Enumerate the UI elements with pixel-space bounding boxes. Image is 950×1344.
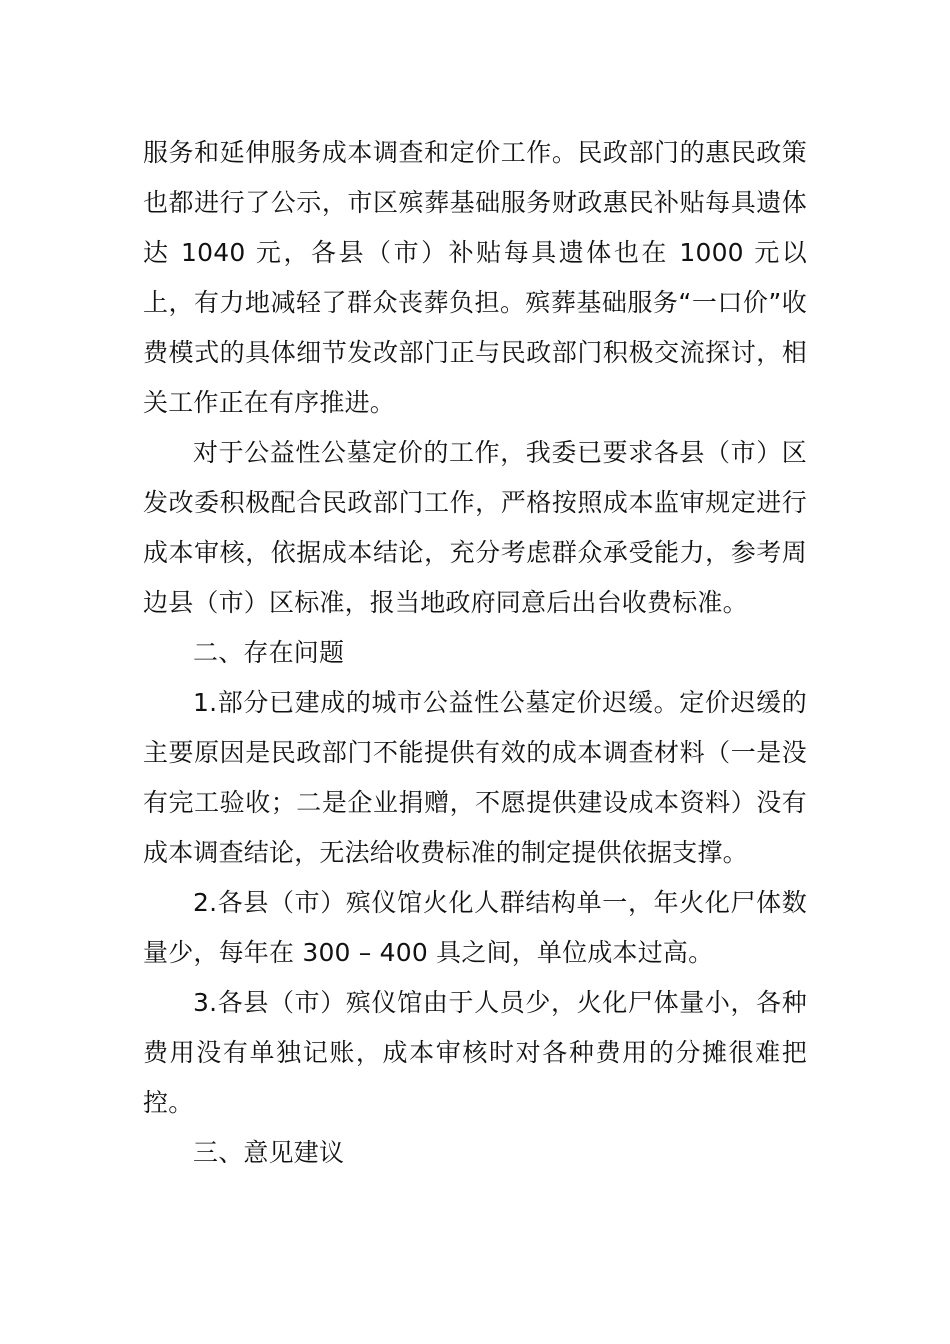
paragraph-problem-2: 2.各县（市）殡仪馆火化人群结构单一，年火化尸体数量少，每年在 300 – 400 具之间，单位成本过高。 (143, 888, 807, 967)
paragraph-problem-1: 1.部分已建成的城市公益性公墓定价迟缓。定价迟缓的主要原因是民政部门不能提供有效的成本调查材料（一是没有完工验收；二是企业捐赠，不愿提供建设成本资料）没有成本调查结论，无法给收费标准的制定提供依据支撑。 (143, 688, 807, 867)
section-heading-problems: 二、存在问题 (193, 638, 345, 667)
section-heading-suggestions: 三、意见建议 (193, 1138, 345, 1167)
paragraph-problem-3: 3.各县（市）殡仪馆由于人员少，火化尸体量小，各种费用没有单独记账，成本审核时对各种费用的分摊很难把控。 (143, 988, 807, 1117)
document-body (143, 128, 807, 1178)
paragraph-cemetery-pricing: 对于公益性公墓定价的工作，我委已要求各县（市）区发改委积极配合民政部门工作，严格按照成本监审规定进行成本审核，依据成本结论，充分考虑群众承受能力，参考周边县（市）区标准，报当地政府同意后出台收费标准。 (143, 438, 807, 617)
paragraph-intro-continuation: 服务和延伸服务成本调查和定价工作。民政部门的惠民政策也都进行了公示，市区殡葬基础服务财政惠民补贴每具遗体达 1040 元，各县（市）补贴每具遗体也在 1000 元以上，有力地减轻了群众丧葬负担。殡葬基础服务“一口价”收费模式的具体细节发改部门正与民政部门积极交流探讨，相关工作正在有序推进。 (143, 138, 807, 417)
